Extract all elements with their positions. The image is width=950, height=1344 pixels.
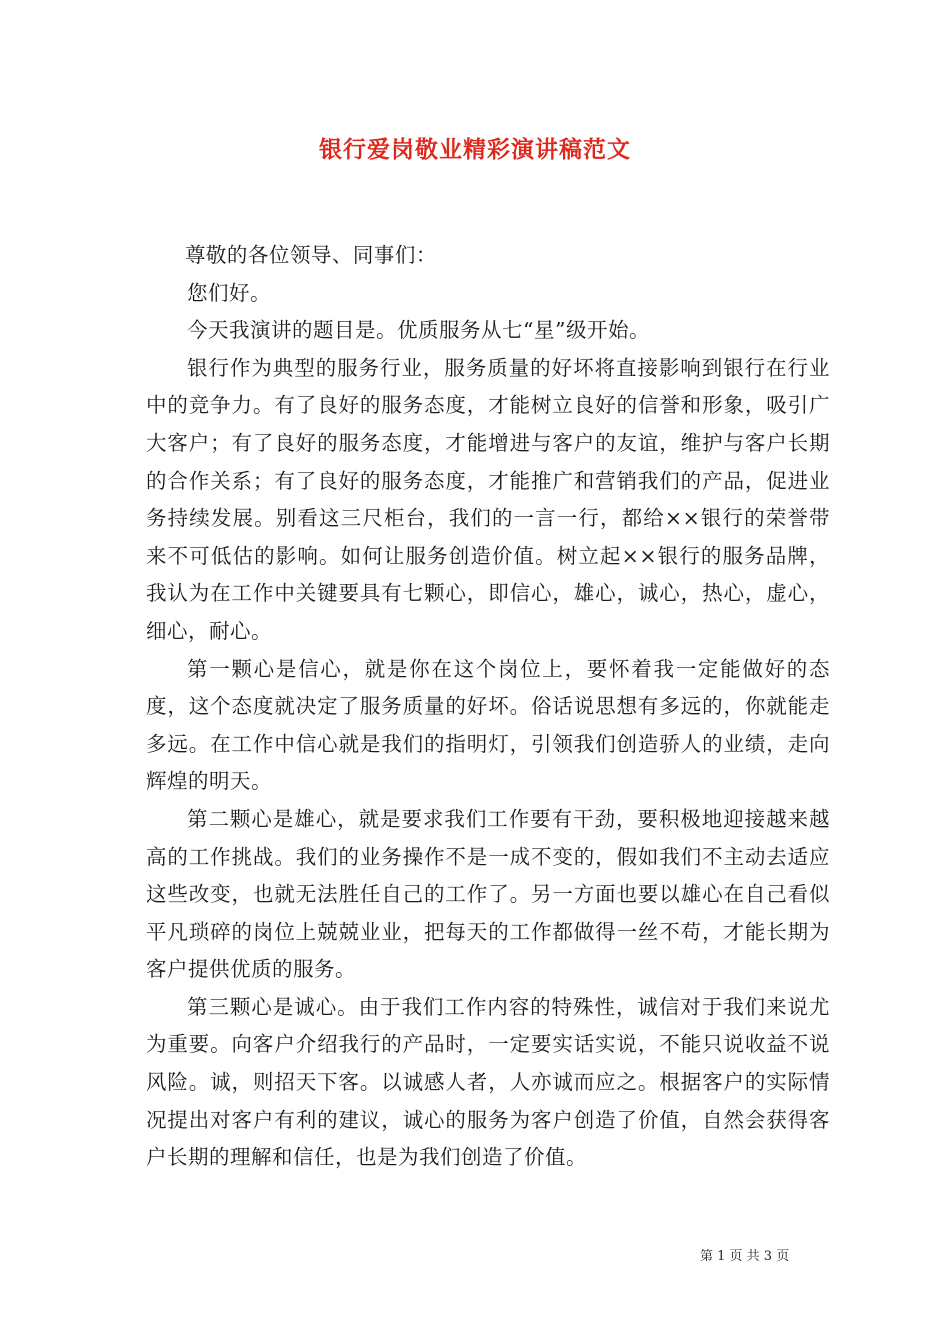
salutation: 尊敬的各位领导、同事们： (184, 243, 437, 267)
greeting: 您们好。 (187, 280, 271, 305)
document-title: 银行爱岗敬业精彩演讲稿范文 (319, 136, 631, 163)
paragraph-ambition: 第二颗心是雄心，就是要求我们工作要有干劲，要积极地迎接越来越高的工作挑战。我们的业务操作不是一成不变的，假如我们不主动去适应这些改变，也就无法胜任自己的工作了。另一方面也要以雄心在自己看似平凡琐碎的岗位上兢兢业业，把每天的工作都做得一丝不苟，才能长期为客户提供优质的服务。 (146, 806, 830, 982)
paragraph-intro: 银行作为典型的服务行业，服务质量的好坏将直接影响到银行在行业中的竞争力。有了良好的服务态度，才能树立良好的信誉和形象，吸引广大客户；有了良好的服务态度，才能增进与客户的友谊，维护与客户长期的合作关系；有了良好的服务态度，才能推广和营销我们的产品，促进业务持续发展。别看这三尺柜台，我们的一言一行，都给××银行的荣誉带来不可低估的影响。如何让服务创造价值。树立起××银行的服务品牌，我认为在工作中关键要具有七颗心，即信心，雄心，诚心，热心，虚心，细心，耐心。 (146, 355, 830, 643)
paragraph-sincerity: 第三颗心是诚心。由于我们工作内容的特殊性，诚信对于我们来说尤为重要。向客户介绍我行的产品时，一定要实话实说，不能只说收益不说风险。诚，则招天下客。以诚感人者，人亦诚而应之。根据客户的实际情况提出对客户有利的建议，诚心的服务为客户创造了价值，自然会获得客户长期的理解和信任，也是为我们创造了价值。 (146, 994, 830, 1170)
paragraph-confidence: 第一颗心是信心，就是你在这个岗位上，要怀着我一定能做好的态度，这个态度就决定了服务质量的好坏。俗话说思想有多远的，你就能走多远。在工作中信心就是我们的指明灯，引领我们创造骄人的业绩，走向辉煌的明天。 (146, 656, 830, 794)
speech-topic: 今天我演讲的题目是。优质服务从七“星”级开始。 (187, 318, 650, 343)
page-number: 第 1 页 共 3 页 (700, 1249, 790, 1264)
document-body (146, 237, 830, 1177)
